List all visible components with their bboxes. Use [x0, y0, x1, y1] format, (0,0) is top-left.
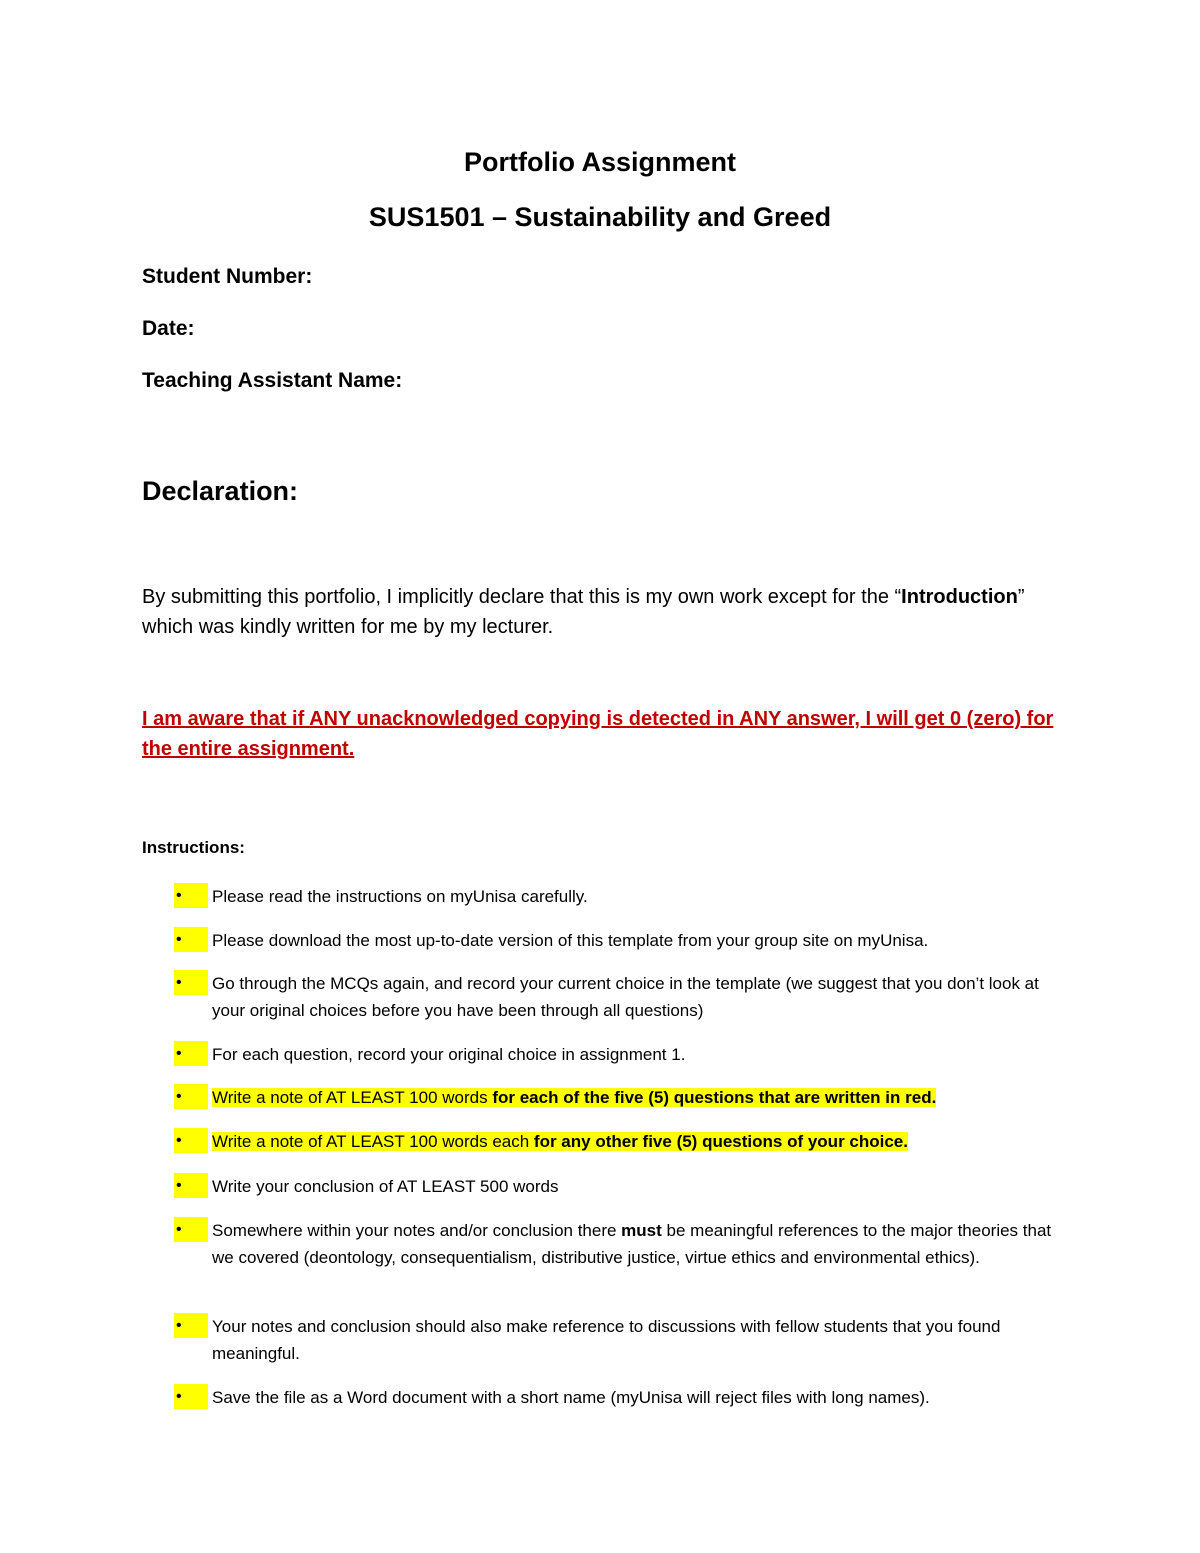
document-subtitle: SUS1501 – Sustainability and Greed [368, 202, 832, 232]
list-item-text-part1: Somewhere within your notes and/or conclusion there [212, 1221, 622, 1240]
date-label: Date: [142, 317, 195, 340]
list-item-text: Write your conclusion of AT LEAST 500 words [212, 1177, 559, 1196]
declaration-text-bold: Introduction [901, 586, 1018, 608]
list-item-text [174, 1217, 1054, 1271]
list-item-text: Save the file as a Word document with a short name (myUnisa will reject files with long names). [212, 1388, 930, 1407]
teaching-assistant-label: Teaching Assistant Name: [142, 369, 403, 392]
list-item-text [174, 1084, 1054, 1111]
highlighted-bold-text: for each of the five (5) questions that are written in red. [492, 1088, 937, 1107]
list-item-text-bold: must [621, 1221, 662, 1240]
document-title: Portfolio Assignment [463, 147, 736, 177]
bullet-icon: • [174, 1384, 208, 1409]
list-item-text: For each question, record your original choice in assignment 1. [212, 1045, 686, 1064]
instructions-label: Instructions: [142, 838, 245, 857]
student-number-label: Student Number: [142, 265, 313, 288]
bullet-icon: • [174, 1173, 208, 1198]
declaration-text [142, 582, 1042, 642]
list-item [174, 1173, 1054, 1200]
declaration-text-part1: By submitting this portfolio, I implicitly declare that this is my own work except for the “ [142, 586, 902, 608]
list-item-text: Please read the instructions on myUnisa carefully. [212, 887, 588, 906]
list-item-text: Please download the most up-to-date version of this template from your group site on myUnisa. [212, 931, 929, 950]
list-item-text [174, 1128, 1054, 1155]
bullet-icon: • [174, 1217, 208, 1242]
bullet-icon: • [174, 970, 208, 995]
bullet-icon: • [174, 1313, 208, 1338]
list-item [174, 1128, 1054, 1155]
list-item [174, 1217, 1054, 1271]
declaration-heading: Declaration: [142, 476, 299, 506]
bullet-icon: • [174, 883, 208, 908]
bullet-icon: • [174, 1128, 208, 1153]
list-item-text-part3: be meaningful references to the major theories that we covered (deontology, consequentialism, distributive justice, virtue ethics and environmental ethics). [212, 1221, 1052, 1267]
highlighted-text: Write a note of AT LEAST 100 words each [212, 1132, 534, 1151]
copying-warning: I am aware that if ANY unacknowledged copying is detected in ANY answer, I will get 0 (zero) for the entire assignment. [142, 708, 1054, 760]
list-item-text: Your notes and conclusion should also make reference to discussions with fellow students that you found meaningful. [212, 1317, 1001, 1363]
bullet-icon: • [174, 1084, 208, 1109]
list-item [174, 1084, 1054, 1111]
declaration-text-part2: ” which was kindly written for me by my lecturer. [142, 586, 1025, 638]
list-item [174, 927, 1054, 954]
list-item [174, 1041, 1054, 1068]
list-item [174, 1313, 1054, 1367]
list-item [174, 970, 1054, 1024]
highlighted-text: Write a note of AT LEAST 100 words [212, 1088, 493, 1107]
highlighted-bold-text: for any other five (5) questions of your choice. [533, 1132, 908, 1151]
list-item [174, 883, 1054, 910]
bullet-icon: • [174, 927, 208, 952]
list-item [174, 1384, 1054, 1411]
bullet-icon: • [174, 1041, 208, 1066]
list-item-text: Go through the MCQs again, and record your current choice in the template (we suggest that you don’t look at your original choices before you have been through all questions) [212, 974, 1039, 1020]
